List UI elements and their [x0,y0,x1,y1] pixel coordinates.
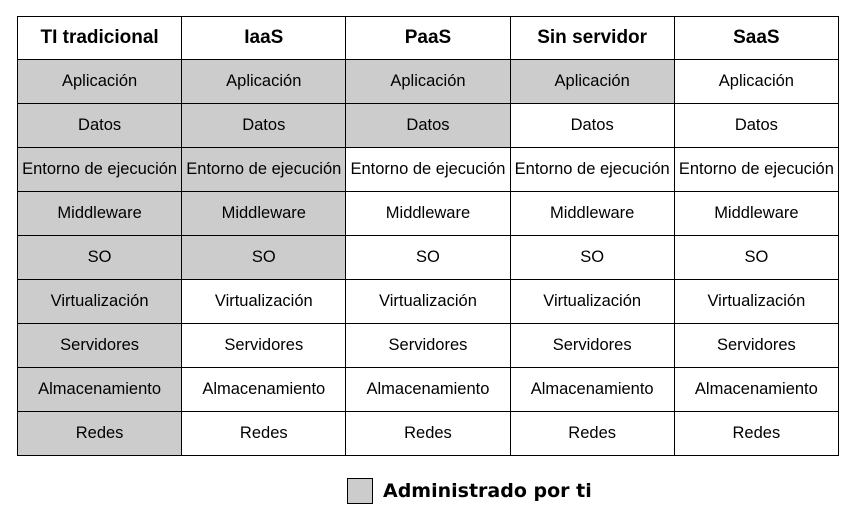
table-cell: Entorno de ejecución [674,148,838,192]
table-cell: Servidores [346,324,510,368]
table-cell: SO [510,236,674,280]
table-cell: Middleware [18,192,182,236]
table-cell: Servidores [182,324,346,368]
legend-swatch [347,478,373,504]
table-cell: Aplicación [182,60,346,104]
table-cell: Middleware [346,192,510,236]
header-ti-tradicional: TI tradicional [18,17,182,60]
table-cell: Entorno de ejecución [182,148,346,192]
header-saas: SaaS [674,17,838,60]
table-cell: Almacenamiento [182,368,346,412]
table-cell: Aplicación [346,60,510,104]
table-cell: Almacenamiento [18,368,182,412]
table-cell: Virtualización [346,280,510,324]
header-iaas: IaaS [182,17,346,60]
legend [347,478,592,504]
table-cell: Aplicación [510,60,674,104]
table-cell: Redes [674,412,838,456]
header-row [18,17,839,60]
table-cell: Servidores [510,324,674,368]
table-row [18,368,839,412]
table-row [18,324,839,368]
legend-label: Administrado por ti [383,480,592,502]
table-row [18,236,839,280]
table-cell: Datos [182,104,346,148]
table-cell: Virtualización [18,280,182,324]
table-cell: Datos [346,104,510,148]
responsibility-table [17,16,839,456]
table-row [18,60,839,104]
table-cell: Virtualización [510,280,674,324]
table-row [18,104,839,148]
table-cell: Aplicación [18,60,182,104]
table-row [18,412,839,456]
table-cell: Servidores [18,324,182,368]
table-body [18,60,839,456]
table-cell: SO [18,236,182,280]
header-sin-servidor: Sin servidor [510,17,674,60]
table-cell: Middleware [674,192,838,236]
table-cell: Virtualización [674,280,838,324]
table-row [18,280,839,324]
table-cell: Almacenamiento [346,368,510,412]
table-cell: Middleware [510,192,674,236]
table-cell: SO [346,236,510,280]
table-cell: Middleware [182,192,346,236]
table-cell: SO [674,236,838,280]
table-cell: Almacenamiento [674,368,838,412]
table-cell: Servidores [674,324,838,368]
table-cell: Aplicación [674,60,838,104]
table-cell: Entorno de ejecución [18,148,182,192]
table-cell: SO [182,236,346,280]
table-cell: Virtualización [182,280,346,324]
table-row [18,192,839,236]
table-cell: Redes [182,412,346,456]
header-paas: PaaS [346,17,510,60]
table-cell: Redes [346,412,510,456]
table-cell: Redes [510,412,674,456]
table-cell: Entorno de ejecución [510,148,674,192]
table-cell: Entorno de ejecución [346,148,510,192]
table-cell: Redes [18,412,182,456]
table-cell: Datos [510,104,674,148]
table-cell: Datos [18,104,182,148]
table-row [18,148,839,192]
table-cell: Datos [674,104,838,148]
table-cell: Almacenamiento [510,368,674,412]
